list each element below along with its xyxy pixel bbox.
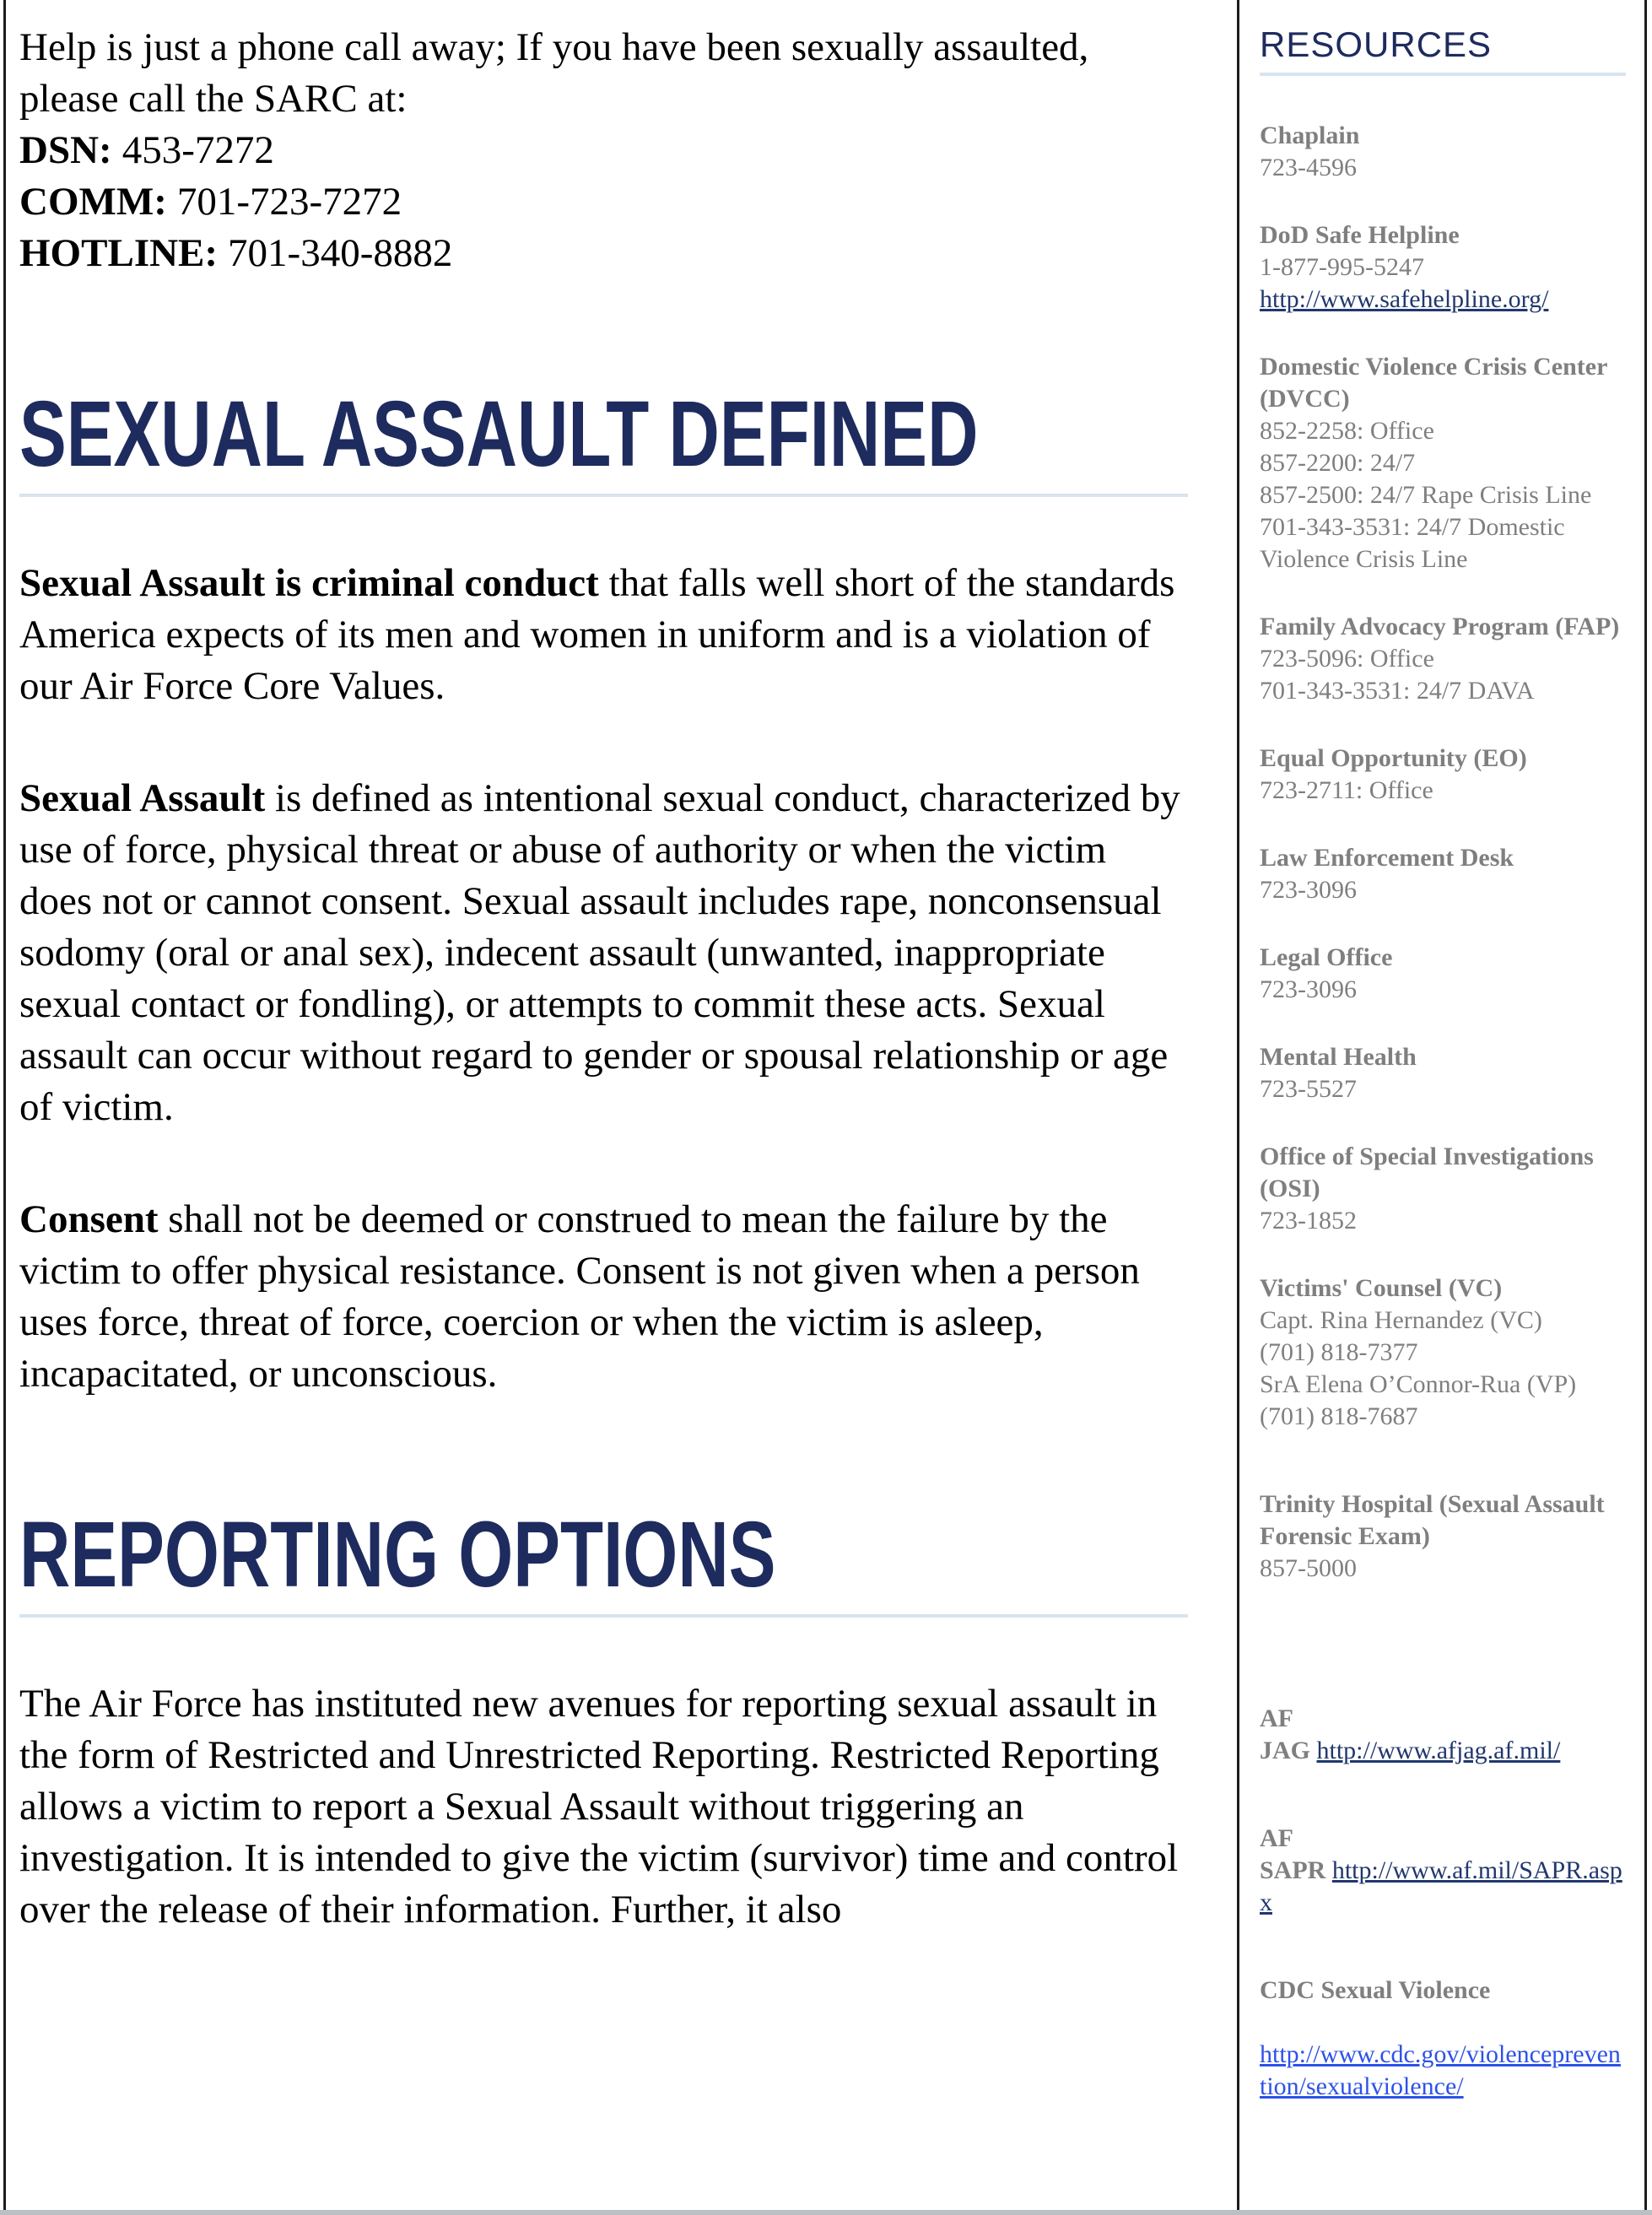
phone-label-dsn: DSN: [19, 128, 112, 172]
bottom-border-rule [0, 2210, 1652, 2215]
resource-line: 857-2500: 24/7 Rape Crisis Line [1260, 481, 1592, 509]
resource-line: 723-2711: Office [1260, 776, 1433, 804]
resource-line: 701-343-3531: 24/7 DAVA [1260, 677, 1535, 705]
phone-label-comm: COMM: [19, 180, 167, 224]
resource-title: Equal Opportunity (EO) [1260, 744, 1527, 772]
paragraph-text: The Air Force has instituted new avenues for reporting sexual assault in the form of Restricted and Unrestricted Reporting. Restricted Reporting allows a victim to report a Sexual Assault without triggering an investigation. It is intended to give the victim (survivor) time and control over the release of their information. Further, it also [19, 1682, 1179, 1931]
resource-title: Chaplain [1260, 122, 1360, 149]
intro-paragraph [19, 22, 1188, 125]
paragraph-criminal-conduct [19, 558, 1188, 712]
paragraph-lead-bold: Consent [19, 1197, 159, 1241]
resource-link[interactable]: http://www.afjag.af.mil/ [1316, 1737, 1561, 1764]
resource-line [1260, 1855, 1626, 1919]
resource-group [1260, 1272, 1626, 1433]
heading-underline [19, 1614, 1188, 1618]
right-border-rule [1644, 0, 1647, 2210]
resource-line: (701) 818-7687 [1260, 1402, 1418, 1430]
paragraph-lead-bold: Sexual Assault [19, 776, 266, 820]
resource-title: Domestic Violence Crisis Center (DVCC) [1260, 353, 1607, 413]
resource-line: Capt. Rina Hernandez (VC) [1260, 1306, 1542, 1334]
resource-line: 723-1852 [1260, 1207, 1357, 1234]
resource-group [1260, 1975, 1626, 2103]
resource-group [1260, 1823, 1626, 1919]
resource-link[interactable]: http://www.cdc.gov/violenceprevention/sexualviolence/ [1260, 2040, 1621, 2100]
resource-line [1260, 284, 1626, 316]
resource-line: 701-343-3531: 24/7 Domestic Violence Crisis Line [1260, 513, 1565, 573]
resource-group [1260, 120, 1626, 184]
resource-line: 723-5527 [1260, 1075, 1357, 1103]
resource-title: CDC Sexual Violence [1260, 1976, 1491, 2004]
heading-underline [19, 494, 1188, 497]
resource-group [1260, 351, 1626, 575]
resource-title: Legal Office [1260, 943, 1393, 971]
phone-label-hotline: HOTLINE: [19, 231, 219, 275]
resource-title: Mental Health [1260, 1043, 1417, 1071]
resource-link[interactable]: http://www.safehelpline.org/ [1260, 285, 1549, 313]
resource-line: 852-2258: Office [1260, 417, 1434, 445]
resource-group [1260, 1703, 1626, 1767]
resource-group [1260, 842, 1626, 906]
paragraph-text: is defined as intentional sexual conduct, characterized by use of force, physical threat or abuse of authority or when the victim does not or cannot consent. Sexual assault includes rape, nonconsensual sodomy (oral or anal sex), indecent assault (unwanted, inappropriate sexual contact or fondling), or attempts to commit these acts. Sexual assault can occur without regard to gender or spousal relationship or age of victim. [19, 776, 1180, 1129]
paragraph-text: shall not be deemed or construed to mean the failure by the victim to offer physical resistance. Consent is not given when a person uses force, threat of force, coercion or when the victim is asleep, incapacitated, or unconscious. [19, 1197, 1140, 1396]
resource-line: (701) 818-7377 [1260, 1338, 1418, 1366]
resources-sidebar [1239, 0, 1644, 2103]
resource-line [1260, 1735, 1626, 1767]
heading-reporting-options: REPORTING OPTIONS [19, 1503, 776, 1607]
resource-link[interactable]: http://www.af.mil/SAPR.aspx [1260, 1856, 1622, 1916]
phone-line-dsn [19, 125, 1188, 176]
phone-line-hotline [19, 228, 1188, 279]
resource-group [1260, 611, 1626, 707]
resource-line: 723-5096: Office [1260, 645, 1434, 673]
resource-title: DoD Safe Helpline [1260, 221, 1460, 249]
heading-sexual-assault-defined: SEXUAL ASSAULT DEFINED [19, 382, 979, 486]
resource-group [1260, 1488, 1626, 1585]
resource-line-prefix: JAG [1260, 1737, 1317, 1764]
resource-line: 1-877-995-5247 [1260, 253, 1424, 281]
paragraph-reporting [19, 1678, 1188, 1936]
resource-line-prefix: SAPR [1260, 1856, 1332, 1884]
resource-title: Family Advocacy Program (FAP) [1260, 613, 1620, 640]
resources-list [1260, 120, 1626, 2103]
main-column [6, 0, 1237, 1936]
resource-line: 723-3096 [1260, 876, 1357, 904]
resource-group [1260, 1041, 1626, 1105]
resource-title: Victims' Counsel (VC) [1260, 1274, 1503, 1302]
resource-title: Trinity Hospital (Sexual Assault Forensic Exam) [1260, 1490, 1605, 1550]
resource-title: AF [1260, 1704, 1293, 1732]
phone-number-dsn: 453-7272 [121, 128, 274, 172]
resource-title: Office of Special Investigations (OSI) [1260, 1143, 1594, 1202]
paragraph-lead-bold: Sexual Assault is criminal conduct [19, 561, 599, 605]
resources-heading: RESOURCES [1260, 25, 1626, 76]
resource-title: Law Enforcement Desk [1260, 844, 1514, 872]
resource-line: 723-4596 [1260, 154, 1357, 181]
resource-group [1260, 743, 1626, 807]
phone-line-comm [19, 176, 1188, 228]
paragraph-definition [19, 773, 1188, 1133]
resource-line: 723-3096 [1260, 975, 1357, 1003]
resource-line [1260, 2039, 1626, 2103]
resource-line: SrA Elena O’Connor-Rua (VP) [1260, 1370, 1577, 1398]
spacer [1260, 2007, 1626, 2039]
paragraph-text: that falls well short of the standards America expects of its men and women in uniform and is a violation of our Air Force Core Values. [19, 561, 1175, 708]
intro-text: Help is just a phone call away; If you have been sexually assaulted, please call the SARC at: [19, 25, 1089, 121]
resource-title: AF [1260, 1824, 1293, 1852]
resource-group [1260, 1141, 1626, 1237]
paragraph-consent [19, 1194, 1188, 1400]
phone-number-comm: 701-723-7272 [176, 180, 402, 224]
resource-line: 857-5000 [1260, 1554, 1357, 1582]
resource-group [1260, 219, 1626, 316]
resource-group [1260, 942, 1626, 1006]
phone-number-hotline: 701-340-8882 [228, 231, 453, 275]
resource-line: 857-2200: 24/7 [1260, 449, 1416, 477]
